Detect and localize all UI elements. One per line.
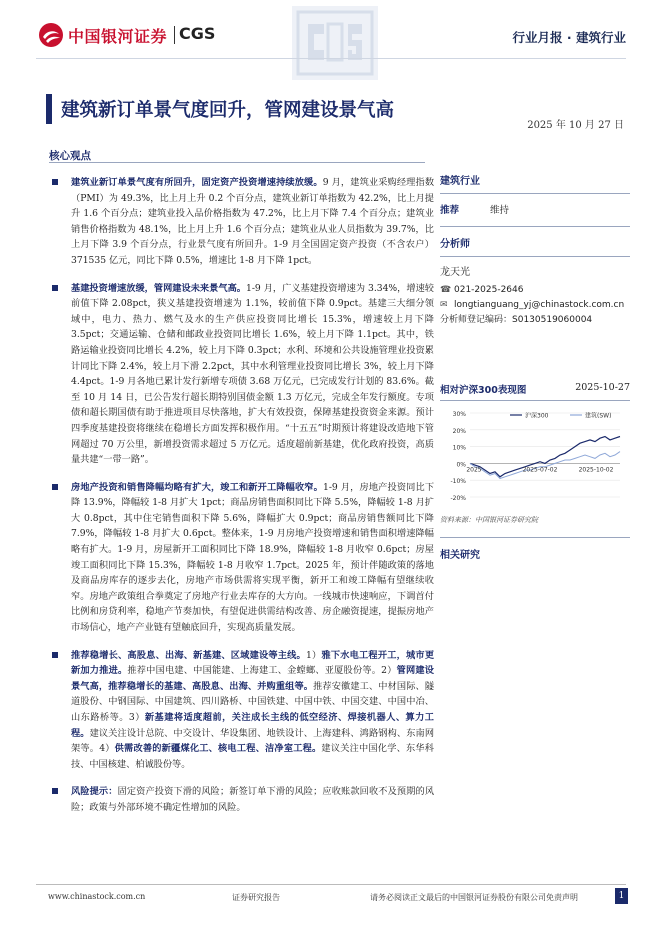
chart-header: [440, 382, 630, 396]
paragraph-risk: [49, 784, 434, 815]
bullet-icon: [52, 285, 58, 291]
sidebar-divider: [440, 226, 630, 227]
industry-heading: 建筑行业: [440, 176, 480, 187]
paragraph-text: 固定资产投资下滑的风险；新签订单下滑的风险；应收账款回收不及预期的风险；政策与外部环境不确定性增加的风险。: [71, 786, 435, 813]
header-divider: [36, 58, 626, 59]
rating-key: 推荐: [440, 205, 460, 216]
series-line-construction: [470, 452, 620, 479]
page-title: 建筑新订单景气度回升，管网建设景气高: [61, 100, 395, 121]
relative-performance-chart: [440, 405, 626, 513]
company-logo: [38, 22, 218, 48]
core-views-divider: [49, 162, 425, 163]
report-type-label: 行业月报 · 建筑行业: [512, 30, 626, 45]
bullet-icon: [52, 788, 58, 794]
core-views-body: [49, 175, 434, 828]
logo-divider: [174, 26, 175, 44]
y-tick-label: 30%: [452, 411, 466, 418]
footer-disclaimer: 请务必阅读正文最后的中国银河证券股份有限公司免责声明: [370, 893, 578, 902]
paragraph-emphasis: 新基建将适度超前，关注成长主线的低空经济、焊接机器人、算力工程。: [71, 712, 434, 739]
paragraph-recommendations: [49, 648, 434, 773]
sidebar-divider: [440, 193, 630, 194]
legend-label: 建筑(SW): [585, 412, 612, 420]
paragraph-text: 1）: [305, 649, 322, 661]
paragraph-text: 建议关注中国化学、东华科技、中国核建、柏诚股份等。: [71, 743, 434, 770]
phone-icon: ☎: [440, 285, 452, 295]
logo-text-cn: 中国银河证券: [68, 27, 168, 46]
logo-mark-icon: [38, 22, 64, 48]
bullet-icon: [52, 484, 58, 490]
paragraph-emphasis: 供需改善的新疆煤化工、核电工程、洁净室工程。: [114, 743, 322, 755]
analyst-email[interactable]: [440, 298, 630, 313]
rating-row: [440, 202, 630, 216]
chart-title: 相对沪深300表现图: [440, 385, 527, 396]
paragraph-lead: 风险提示：: [71, 786, 118, 798]
paragraph-emphasis: 管网建设景气高，推荐稳增长的基建、高股息、出海、并购重组等。: [71, 665, 434, 692]
page-number: 1: [615, 888, 628, 904]
legend-label: 沪深300: [525, 412, 549, 420]
phone-number: 021-2025-2646: [454, 285, 524, 295]
x-tick-label: 2025-07-02: [522, 466, 558, 474]
sidebar-divider: [440, 537, 630, 538]
footer-label: 证券研究报告: [232, 893, 280, 902]
paragraph-lead: 推荐稳增长、高股息、出海、新基建、区域建设等主线。: [71, 649, 306, 661]
chart-source: 资料来源：中国银河证券研究院: [440, 516, 538, 524]
related-research-heading: 相关研究: [440, 550, 480, 561]
y-tick-label: 0%: [456, 461, 466, 469]
sidebar-divider: [440, 400, 630, 401]
cgs-seal-watermark: [292, 6, 378, 80]
paragraph-infrastructure: [49, 281, 434, 468]
paragraph-text: 9 月，建筑业采购经理指数（PMI）为 49.3%，比上月上升 0.2 个百分点，建筑业新订单指数为 42.2%，比上月提升 1.6 个百分点；建筑业投入品价格指数为 47.2%，比上月下降 7.4 个百分点；建筑业销售价格指数为 48.1%，比上月上升 1.6 个百分点；建筑业从业人员指数为 39.7%，比上月下降 3.9 个百分点，行业景气度有所回升。1-9 月全国固定资产投资（不含农户）371535 亿元，同比下降 0.5%，增速比 1-8 月下降 1pct。: [71, 177, 435, 266]
footer-url[interactable]: www.chinastock.com.cn: [48, 892, 146, 901]
analyst-phone: [440, 283, 630, 298]
logo-text-en: CGS: [179, 24, 216, 43]
x-tick-label: 2025-10-02: [578, 466, 614, 474]
sidebar: [440, 172, 630, 561]
email-link[interactable]: longtianguang_yj@chinastock.com.cn: [454, 300, 625, 310]
paragraph-text: 建议关注设计总院、中交设计、华设集团、地铁设计、上海建科、鸿路钢构、东南网架等。4）: [71, 727, 435, 755]
sidebar-divider: [440, 256, 630, 257]
paragraph-lead: 建筑业新订单景气度有所回升，固定资产投资增速持续放缓。: [71, 177, 323, 188]
paragraph-lead: 基建投资增速放缓，管网建设未来景气高。: [71, 282, 246, 294]
footer-divider: [36, 884, 626, 885]
paragraph-text: 1-9 月，广义基建投资增速为 3.34%，增速较前值下降 2.08pct，狭义基建投资增速为 1.1%，较前值下降 0.9pct。基建三大细分领域中，电力、热力、燃气及水的生产供应投资同比增长 15.3%，增速较上月下降 3.5pct；交通运输、仓储和邮政业投资同比增长 1.6%，较上月下降 1.1pct。其中，铁路运输业投资同比增长 4.2%，较上月下降 0.3pct；水利、环境和公共设施管理业投资累计同比下降 2.4%，较上月下滑 2.2pct，其中水利管理业投资同比增长 3%，较上月下降 4.4pct。1-9 月各地已累计发行新增专项债 3.68 万亿元，已完成发行计划的 83.6%。截至 10 月 14 日，已公告发行超长期特别国债金额 1.3 万亿元，完成全年发行额度。专项债和超长期国债有助于推进项目尽快落地，扩大有效投资，保障基建投资资金来源。预计四季度基建投资将继续在稳增长方面发挥积极作用。“十五五”时期预计将建设改造地下管网超过 70 万公里，新增投资需求超过 5 万亿元。适度超前新基建，优化政府投资，高质量共建“一带一路”。: [71, 282, 434, 466]
bullet-icon: [52, 652, 58, 658]
paragraph-construction-pmi: [49, 175, 434, 269]
y-tick-label: 10%: [452, 444, 466, 452]
paragraph-real-estate: [49, 480, 434, 636]
analyst-heading: 分析师: [440, 239, 470, 250]
paragraph-text: 1-9 月，房地产投资同比下降 13.9%，降幅较 1-8 月扩大 1pct；商品房销售面积同比下降 5.5%，降幅较 1-8 月扩大 0.8pct，其中住宅销售面积下降 5.6%，降幅扩大 0.9pct；商品房销售额同比下降 7.9%，降幅较 1-8 月扩大 0.6pct。整体来，1-9 月房地产投资增速和销售面积增速降幅略有扩大。1-9 月，房屋新开工面积同比下降 18.9%，降幅较 1-8 月收窄 0.6pct；房屋竣工面积同比下降 15.3%，降幅较 1-8 月收窄 1.7pct。2025 年，预计伴随政策的落地及商品房库存的逐步去化，房地产市场供需将实现平衡，新开工和竣工降幅有望继续收窄。房地产政策组合拳奠定了房地产行业去库存的大方向。一线城市快速响应，下调首付比例和房贷利率，稳地产节奏加快，有望促进供需结构改善、房企融资提速，提振房地产市场信心，地产产业链有望触底回升，实现高质量发展。: [71, 481, 435, 634]
x-tick-label: 2025: [466, 466, 482, 474]
paragraph-text: 推荐中国电建、中国能建、上海建工、金螳螂、亚厦股份等。2）: [127, 665, 397, 677]
y-tick-label: 20%: [452, 427, 466, 435]
analyst-name: 龙天光: [440, 267, 470, 278]
core-views-heading: 核心观点: [49, 150, 91, 162]
y-tick-label: -10%: [450, 478, 466, 486]
chart-date: 2025-10-27: [575, 382, 630, 393]
title-accent-bar: [46, 94, 52, 124]
y-tick-label: -20%: [450, 495, 466, 502]
paragraph-text: 推荐安徽建工、中材国际、隧道股份、中钢国际、中国建筑、四川路桥、中国铁建、中国中铁、中国交建、中国中冶、山东路桥等。3）: [71, 680, 435, 723]
paragraph-emphasis: 雅下水电工程开工，城市更新加力推进。: [71, 649, 435, 677]
analyst-registration: 分析师登记编码：S0130519060004: [440, 315, 593, 325]
email-icon: ✉: [440, 300, 448, 310]
bullet-icon: [52, 179, 58, 185]
report-date: 2025 年 10 月 27 日: [527, 120, 624, 131]
paragraph-lead: 房地产投资和销售降幅均略有扩大，竣工和新开工降幅收窄。: [71, 481, 323, 493]
rating-value: 维持: [490, 205, 510, 216]
